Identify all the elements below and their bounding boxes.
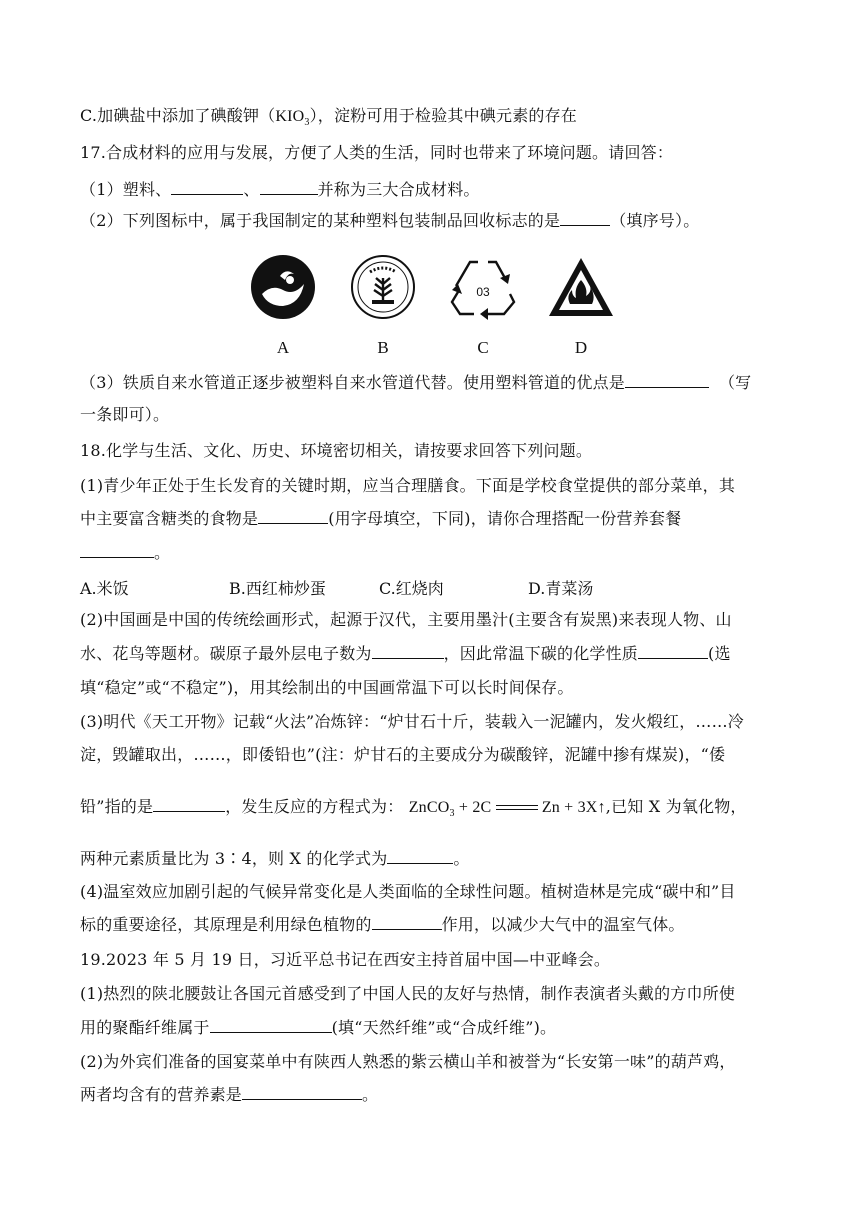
recycle-code-label: 03: [476, 285, 490, 299]
question-18-1-cont: 中主要富含糖类的食物是 (用字母填空，下同)，请你合理搭配一份营养套餐: [80, 509, 682, 528]
answer-blank[interactable]: [171, 180, 243, 195]
answer-blank[interactable]: [80, 543, 154, 558]
question-18-title: 18.化学与生活、文化、历史、环境密切相关，请按要求回答下列问题。: [80, 441, 593, 460]
question-19-2: (2)为外宾们准备的国宴菜单中有陕西人熟悉的紫云横山羊和被誉为“长安第一味”的葫芦鸡，: [80, 1052, 736, 1071]
answer-blank[interactable]: [372, 644, 444, 659]
question-18-2: (2)中国画是中国的传统绘画形式，起源于汉代，主要用墨汁(主要含有炭黑)来表现人物、山: [80, 610, 732, 629]
answer-blank[interactable]: [242, 1085, 362, 1100]
answer-blank[interactable]: [210, 1018, 332, 1033]
option-b: B.西红柿炒蛋: [229, 579, 326, 598]
reaction-equation: ZnCO$_3$ + 2C Zn + 3X↑: [408, 799, 606, 820]
option-c: C.红烧肉: [379, 579, 444, 598]
answer-blank[interactable]: [260, 180, 318, 195]
icon-label-c: C: [477, 338, 489, 357]
icon-label-a: A: [276, 338, 290, 357]
question-17-title: 17.合成材料的应用与发展，方便了人类的生活，同时也带来了环境问题。请回答：: [80, 143, 674, 162]
question-17-1: （1）塑料、 、 并称为三大合成材料。: [80, 180, 480, 199]
answer-blank[interactable]: [625, 373, 709, 388]
answer-blank[interactable]: [387, 849, 453, 864]
option-c-line: [80, 106, 577, 133]
question-18-1: (1)青少年正处于生长发育的关键时期，应当合理膳食。下面是学校食堂提供的部分菜单，其: [80, 476, 736, 495]
answer-blank[interactable]: [153, 797, 225, 812]
question-18-2-cont: 水、花鸟等题材。碳原子最外层电子数为 ，因此常温下碳的化学性质 (选: [80, 644, 731, 663]
formula-kio3: $KIO_3$: [275, 108, 310, 129]
question-18-2-cont2: 填“稳定”或“不稳定”)，用其绘制出的中国画常温下可以长时间保存。: [80, 678, 574, 697]
swan-logo-icon: [250, 254, 316, 320]
option-a: A.米饭: [80, 579, 129, 598]
flammable-warning-icon: [546, 254, 616, 320]
answer-blank[interactable]: [638, 644, 708, 659]
question-18-4: (4)温室效应加剧引起的气候异常变化是人类面临的全球性问题。植树造林是完成“碳中和”目: [80, 882, 736, 901]
question-19-1: (1)热烈的陕北腰鼓让各国元首感受到了中国人民的友好与热情，制作表演者头戴的方巾所使: [80, 984, 736, 1003]
answer-blank[interactable]: [258, 509, 328, 524]
answer-blank[interactable]: [560, 211, 610, 226]
question-18-3-equation-line: 铅”指的是 ，发生反应的方程式为： ZnCO$_3$ + 2C Zn + 3X↑,已知 X 为氧化物，: [80, 797, 747, 820]
question-18-3-cont: 淀，毁罐取出，……，即倭铅也”(注：炉甘石的主要成分为碳酸锌，泥罐中掺有煤炭)，“倭: [80, 745, 726, 764]
recycling-icons-row: [0, 254, 860, 357]
question-17-2: （2）下列图标中，属于我国制定的某种塑料包装制品回收标志的是 （填序号）。: [80, 211, 700, 230]
recycle-triangle-icon: [448, 254, 518, 320]
icon-label-b: B: [377, 338, 389, 357]
question-19-title: 19.2023 年 5 月 19 日，习近平总书记在西安主持首届中国—中亚峰会。: [80, 950, 611, 969]
question-18-4-cont: 标的重要途径，其原理是利用绿色植物的 作用，以减少大气中的温室气体。: [80, 915, 685, 934]
gas-arrow-icon: ↑: [597, 799, 606, 816]
question-17-3-cont: 一条即可）。: [80, 405, 170, 424]
icon-label-d: D: [574, 338, 588, 357]
question-17-3: （3）铁质自来水管道正逐步被塑料自来水管道代替。使用塑料管道的优点是 （写: [80, 373, 752, 392]
text: ），淀粉可用于检验其中碘元素的存在: [309, 106, 578, 125]
question-19-1-cont: 用的聚酯纤维属于 (填“天然纤维”或“合成纤维”)。: [80, 1018, 557, 1037]
question-18-3-cont3: 两种元素质量比为 3∶4，则 X 的化学式为 。: [80, 849, 470, 868]
question-19-2-cont: 两者均含有的营养素是 。: [80, 1085, 379, 1104]
text: C.加碘盐中添加了碘酸钾（: [80, 106, 276, 125]
question-18-3: (3)明代《天工开物》记载“火法”冶炼锌：“炉甘石十斤，装载入一泥罐内，发火煅红，……冷: [80, 712, 745, 731]
answer-blank[interactable]: [372, 915, 442, 930]
question-18-1-cont2: 。: [80, 543, 170, 563]
equals-sign: [496, 803, 538, 813]
option-d: D.青菜汤: [528, 579, 594, 598]
green-food-seal-icon: [350, 254, 416, 320]
